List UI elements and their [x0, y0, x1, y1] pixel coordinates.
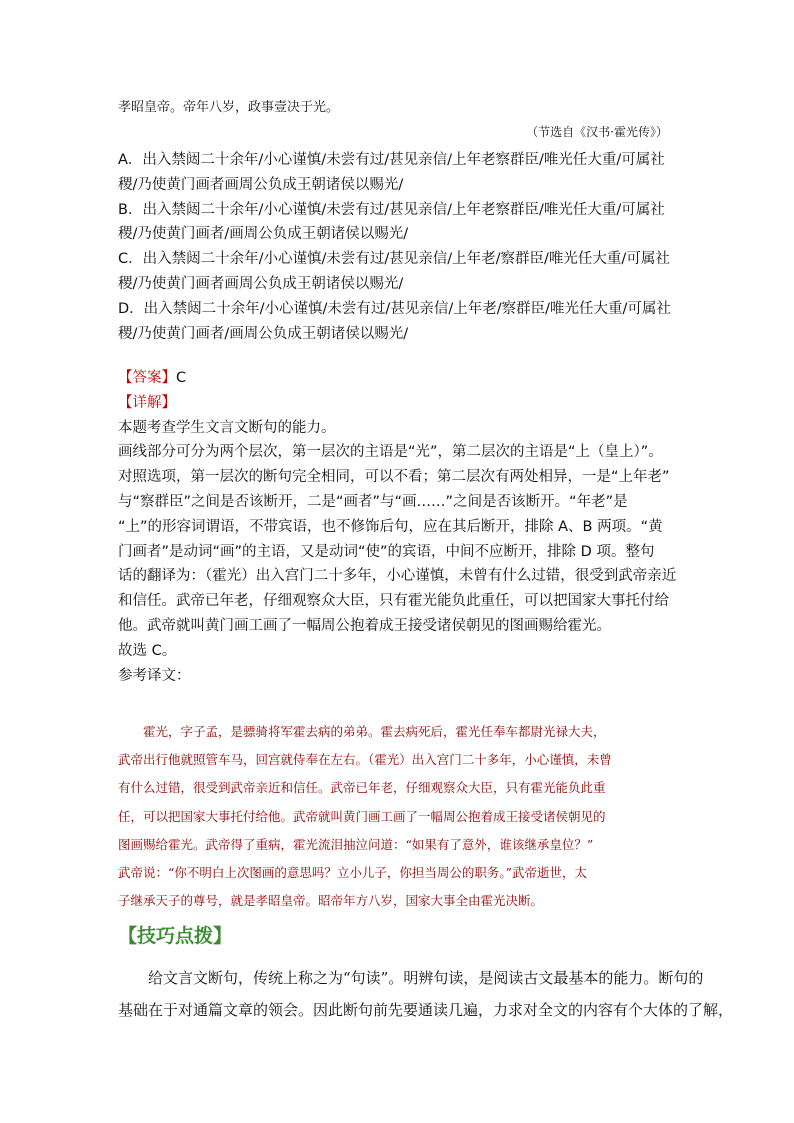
tips-line: 给文言文断句，传统上称之为“句读”。明辨句读，是阅读古文最基本的能力。断句的 — [118, 969, 704, 987]
translation-line: 有什么过错，很受到武帝亲近和信任。武帝已年老，仔细观察众大臣，只有霍光能负此重 — [118, 780, 606, 796]
passage-last-line: 孝昭皇帝。帝年八岁，政事壹决于光。 — [118, 100, 340, 115]
translation-line: 图画赐给霍光。武帝得了重病，霍光流泪抽泣问道：“如果有了意外，谁该继承皇位？” — [118, 836, 594, 852]
explanation-line: 门画者”是动词“画”的主语，又是动词“使”的宾语，中间不应断开，排除 D 项。整句 — [118, 543, 655, 560]
answer-section — [118, 366, 688, 688]
tips-line: 基础在于对通篇文章的领会。因此断句前先要通读几遍，力求对全文的内容有个大体的了解， — [118, 1001, 734, 1019]
answer-line — [118, 366, 688, 391]
answer-label: 【答案】 — [118, 370, 176, 386]
explanation-line: 和信任。武帝已年老，仔细观察众大臣，只有霍光能负此重任，可以把国家大事托付给 — [118, 593, 669, 610]
option-c-line-1: C．出入禁闼二十余年/小心谨慎/未尝有过/甚见亲信/上年老/察群臣/唯光任大重/可属社 — [118, 251, 670, 268]
option-a-line-1: A．出入禁闼二十余年/小心谨慎/未尝有过/甚见亲信/上年老察群臣/唯光任大重/可属社 — [118, 152, 665, 168]
translation-line: 子继承天子的尊号，就是孝昭皇帝。昭帝年方八岁，国家大事全由霍光决断。 — [118, 893, 544, 909]
conclusion-line: 故选 C。 — [118, 642, 177, 659]
explanation-line: 他。武帝就叫黄门画工画了一幅周公抱着成王接受诸侯朝见的图画赐给霍光。 — [118, 617, 611, 634]
option-a-line-2: 稷/乃使黄门画者画周公负成王朝诸侯以赐光/ — [118, 176, 404, 193]
passage-source: （节选自《汉书·霍光传》） — [526, 125, 668, 139]
explanation-line: 与“察群臣”之间是否该断开，二是“画者”与“画……”之间是否该断开。“年老”是 — [118, 493, 628, 510]
option-d-line-1: D．出入禁闼二十余年/小心谨慎/未尝有过/甚见亲信/上年老/察群臣/唯光任大重/可属社 — [118, 300, 671, 317]
translation-line: 任，可以把国家大事托付给他。武帝就叫黄门画工画了一幅周公抱着成王接受诸侯朝见的 — [118, 808, 606, 824]
explanation-line: 对照选项，第一层次的断句完全相同，可以不看；第二层次有两处相异，一是“上年老” — [118, 469, 670, 486]
answer-options — [118, 148, 678, 346]
detail-label: 【详解】 — [118, 394, 176, 411]
answer-value: C — [176, 370, 187, 386]
explanation-line: 本题考查学生文言文断句的能力。 — [118, 419, 336, 436]
translation-line: 武帝出行他就照管车马，回宫就侍奉在左右。（霍光）出入宫门二十多年，小心谨慎，未曾 — [118, 752, 612, 768]
section-heading: 【技巧点拨】 — [118, 925, 233, 947]
translation-label: 参考译文： — [118, 667, 191, 684]
option-d-line-2: 稷/乃使黄门画者/画周公负成王朝诸侯以赐光/ — [118, 325, 409, 342]
reference-translation — [118, 718, 678, 915]
translation-line: 武帝说：“你不明白上次图画的意思吗？立小儿子，你担当周公的职务。”武帝逝世，太 — [118, 865, 588, 881]
explanation-line: 画线部分可分为两个层次，第一层次的主语是“光”，第二层次的主语是“上（皇上）”。 — [118, 444, 663, 461]
translation-line: 霍光，字子孟，是骠骑将军霍去病的弟弟。霍去病死后，霍光任奉车都尉光禄大夫， — [118, 724, 606, 739]
explanation-line: 话的翻译为：（霍光）出入宫门二十多年，小心谨慎，未曾有什么过错，很受到武帝亲近 — [118, 568, 677, 585]
option-b-line-1: B．出入禁闼二十余年/小心谨慎/未尝有过/甚见亲信/上年老察群臣/唯光任大重/可属社 — [118, 201, 665, 218]
option-b-line-2: 稷/乃使黄门画者/画周公负成王朝诸侯以赐光/ — [118, 226, 409, 243]
option-c-line-2: 稷/乃使黄门画者画周公负成王朝诸侯以赐光/ — [118, 275, 404, 292]
tips-paragraph — [118, 962, 734, 1026]
explanation-line: “上”的形容词谓语，不带宾语，也不修饰后句，应在其后断开，排除 A、B 两项。“黄 — [118, 518, 663, 535]
